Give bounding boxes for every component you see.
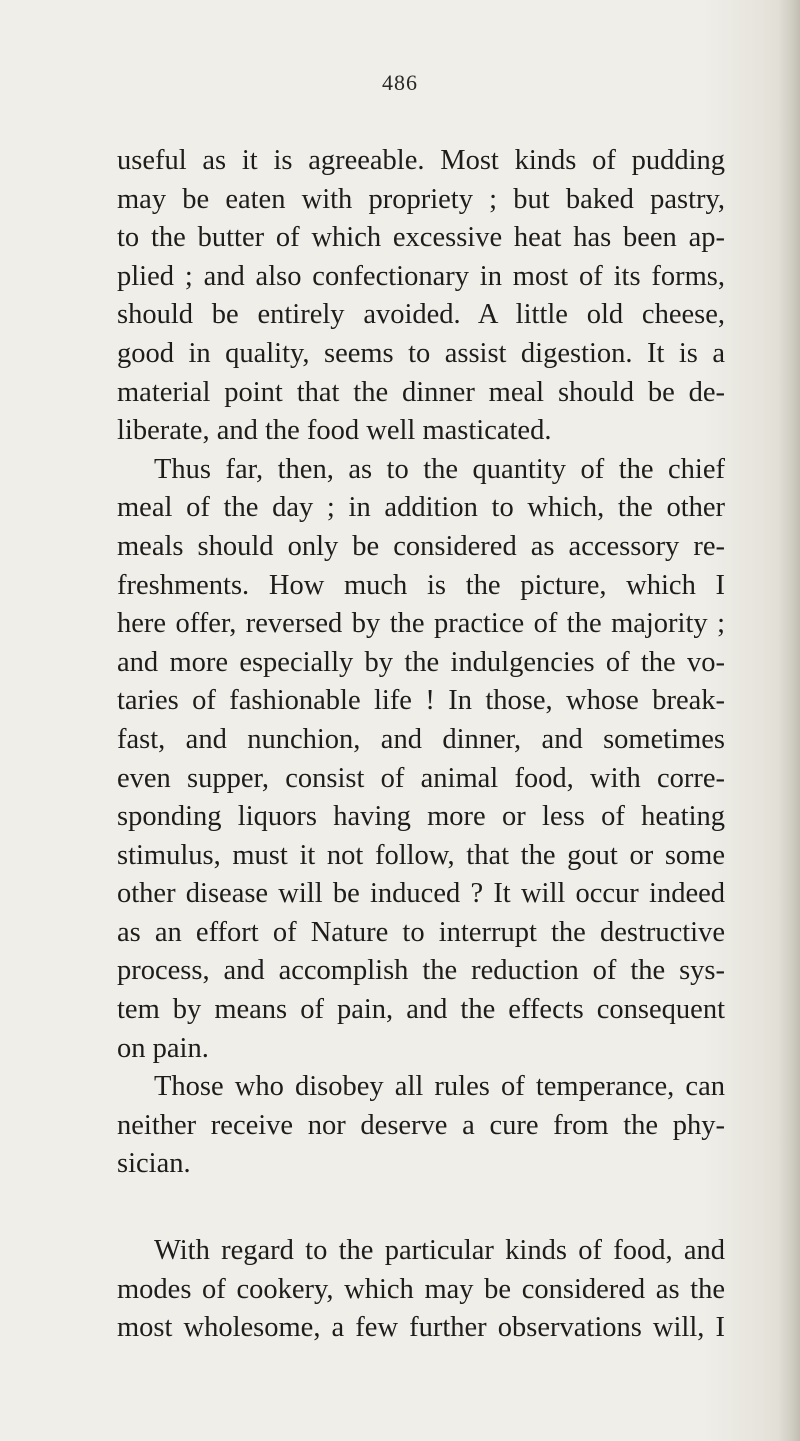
paragraph-4 <box>117 1232 725 1348</box>
page-edge-shadow <box>778 0 800 1441</box>
text-line: on pain. <box>117 1032 209 1064</box>
text-line: modes of cookery, which may be considered as the <box>117 1273 725 1305</box>
paragraph-gap <box>117 1184 725 1232</box>
text-line: With regard to the particular kinds of food, and <box>154 1235 725 1267</box>
text-line: sician. <box>117 1148 191 1180</box>
text-line: Thus far, then, as to the quantity of the chief <box>154 453 725 485</box>
text-line: to the butter of which excessive heat has been ap- <box>117 222 725 254</box>
text-line: most wholesome, a few further observations will, I <box>117 1312 725 1344</box>
text-line: meals should only be considered as accessory re- <box>117 530 725 562</box>
text-line: sponding liquors having more or less of heating <box>117 801 725 833</box>
text-line: other disease will be induced ? It will occur indeed <box>117 878 725 910</box>
text-line: fast, and nunchion, and dinner, and sometimes <box>117 723 725 755</box>
text-line: process, and accomplish the reduction of the sys- <box>117 955 725 987</box>
text-line: should be entirely avoided. A little old cheese, <box>117 299 725 331</box>
text-line: as an effort of Nature to interrupt the destructive <box>117 916 725 948</box>
text-line: useful as it is agreeable. Most kinds of pudding <box>117 145 725 176</box>
text-line: plied ; and also confectionary in most of its forms, <box>117 260 725 292</box>
body-text <box>117 142 725 1348</box>
text-line: liberate, and the food well masticated. <box>117 415 552 447</box>
text-line: material point that the dinner meal should be de- <box>117 376 725 408</box>
paragraph-2 <box>117 451 725 1069</box>
paragraph-1 <box>117 142 725 451</box>
text-line: and more especially by the indulgencies of the vo- <box>117 646 725 678</box>
text-line: freshments. How much is the picture, which I <box>117 569 725 601</box>
text-line: here offer, reversed by the practice of the majority ; <box>117 608 725 640</box>
text-line: neither receive nor deserve a cure from the phy- <box>117 1109 725 1141</box>
text-line: good in quality, seems to assist digestion. It is a <box>117 337 725 369</box>
text-line: taries of fashionable life ! In those, whose break- <box>117 685 725 717</box>
text-line: may be eaten with propriety ; but baked pastry, <box>117 183 725 215</box>
page-number: 486 <box>382 70 418 95</box>
text-line: meal of the day ; in addition to which, the other <box>117 492 725 524</box>
text-line: even supper, consist of animal food, with corre- <box>117 762 725 794</box>
paragraph-3 <box>117 1068 725 1184</box>
text-line: tem by means of pain, and the effects consequent <box>117 994 725 1026</box>
text-line: stimulus, must it not follow, that the gout or some <box>117 839 725 871</box>
text-line: Those who disobey all rules of temperance, can <box>154 1071 725 1103</box>
